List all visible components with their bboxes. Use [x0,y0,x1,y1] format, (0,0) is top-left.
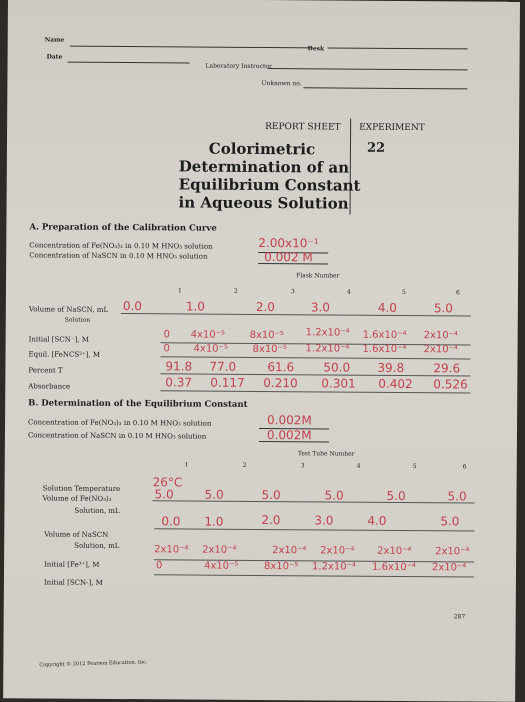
init-scn-3: 8x10⁻⁵ [264,561,299,573]
calib-volume-6: 5.0 [433,301,453,316]
desk-line [328,47,468,49]
desk-label: Desk [307,45,325,53]
title-line-4: in Aqueous Solution [178,193,349,213]
calib-absorbance-3: 0.210 [263,376,298,391]
section-a-heading: A. Preparation of the Calibration Curve [29,222,217,234]
calib-absorbance-6: 0.526 [433,377,468,392]
init-fe-label: Initial [Fe³⁺], M [44,560,100,569]
init-fe-3: 2x10⁻⁴ [272,545,307,557]
calib-absorbance-2: 0.117 [210,375,245,390]
section-b-scn-conc-label: Concentration of NaSCN in 0.10 M HNO₃ solution [27,431,207,441]
vol-fe-sub: Solution, mL [74,506,120,516]
vol-scn-4: 3.0 [314,513,334,528]
experiment-number: 22 [366,140,386,156]
flask-number-label: Flask Number [296,272,340,280]
calib-absorbance-1: 0.37 [165,375,193,390]
vol-scn-1: 0.0 [161,514,181,529]
section-b-fe-conc-value: 0.002M [267,413,312,428]
copyright-notice: Copyright © 2012 Pearson Education, Inc. [39,659,148,669]
report-sheet-label: REPORT SHEET [265,122,341,133]
calib-absorbance-5: 0.402 [378,376,413,392]
instructor-label: Laboratory Instructor [205,62,272,71]
tube-number-3: 3 [300,462,305,470]
calib-percent-t-6: 29.6 [433,361,461,376]
calib-row-percent-t-label: Percent T [28,366,63,375]
flask-number-6: 6 [455,289,460,297]
name-line [70,46,312,49]
vol-scn-2: 1.0 [204,514,224,529]
calib-initial-scn-4: 1.2x10⁻⁴ [305,327,350,339]
page-number: 287 [453,613,466,621]
init-scn-1: 0 [156,560,163,572]
vol-fe-line [152,500,474,503]
section-a-fe-conc-label: Concentration of Fe(NO₃)₃ in 0.10 M HNO₃ solution [29,241,213,251]
title-line-1: Colorimetric [208,139,316,159]
vol-fe-1: 5.0 [154,487,174,502]
vol-scn-5: 4.0 [367,513,387,528]
calib-absorbance-4: 0.301 [321,376,356,391]
init-scn-label: Initial [SCN-], M [43,578,103,587]
calib-percent-t-4: 50.0 [323,360,351,375]
calib-volume-2: 1.0 [185,299,206,314]
calib-equil-1: 0 [163,343,170,355]
experiment-divider [350,119,352,215]
flask-number-4: 4 [346,288,351,296]
vol-fe-2: 5.0 [204,487,224,502]
flask-number-3: 3 [290,288,295,296]
tube-number-5: 5 [412,463,417,471]
tube-number-1: 1 [184,461,189,469]
section-b-scn-conc-value: 0.002M [266,428,312,443]
calib-percent-t-1: 91.8 [165,359,193,374]
instructor-line [268,68,468,70]
calib-volume-line [121,313,471,316]
init-fe-2: 2x10⁻⁴ [202,544,237,556]
calib-equil-3: 8x10⁻⁵ [252,343,287,356]
name-label: Name [44,36,65,44]
init-scn-2: 4x10⁻⁵ [204,560,239,572]
calib-row-initial-scn-label: Initial [SCN⁻], M [28,335,89,344]
calib-row-equil-label: Equil. [FeNCS²⁺], M [28,350,101,359]
vol-scn-3: 2.0 [261,512,281,528]
vol-fe-4: 5.0 [324,488,344,503]
calib-volume-5: 4.0 [377,300,397,315]
tube-number-6: 6 [462,463,467,471]
init-scn-6: 2x10⁻⁴ [432,562,467,574]
section-b-heading: B. Determination of the Equilibrium Constant [28,398,248,410]
calib-row-volume-sub: Solution [64,316,91,324]
section-b-scn-conc-line [259,441,329,442]
init-fe-4: 2x10⁻⁴ [320,545,355,557]
calib-equil-line [161,356,471,359]
calib-initial-scn-3: 8x10⁻⁵ [249,329,284,342]
section-b-fe-conc-label: Concentration of Fe(NO₃)₃ in 0.10 M HNO₃ solution [28,418,212,428]
date-label: Date [46,53,63,61]
experiment-label: EXPERIMENT [359,122,425,134]
init-scn-4: 1.2x10⁻⁴ [312,561,356,573]
vol-fe-5: 5.0 [386,488,406,504]
init-scn-line [154,574,474,577]
init-fe-5: 2x10⁻⁴ [377,545,412,558]
calib-initial-scn-6: 2x10⁻⁴ [423,330,458,342]
tube-number-4: 4 [356,462,361,470]
calib-volume-1: 0.0 [122,299,143,314]
solution-temp-value: 26°C [152,475,183,490]
vol-fe-6: 5.0 [447,489,467,504]
calib-absorbance-line [160,390,470,393]
calib-equil-2: 4x10⁻⁵ [193,343,228,355]
vol-fe-3: 5.0 [261,487,281,503]
calib-equil-4: 1.2x10⁻⁴ [305,343,350,355]
worksheet-page [3,0,520,702]
calib-percent-t-line [160,373,470,376]
init-fe-6: 2x10⁻⁴ [435,546,470,558]
section-a-fe-conc-value: 2.00x10⁻¹ [258,235,319,251]
calib-initial-scn-2: 4x10⁻⁵ [190,329,225,341]
vol-scn-sub: Solution, mL [74,541,120,551]
unknown-label: Unknown no. [261,79,302,88]
calib-percent-t-3: 61.6 [267,360,295,375]
calib-equil-6: 2x10⁻⁴ [423,344,458,356]
calib-initial-scn-5: 1.6x10⁻⁴ [362,329,407,342]
calib-initial-scn-1: 0 [163,329,171,341]
date-line [68,62,190,64]
calib-volume-4: 3.0 [310,300,330,315]
calib-row-absorbance-label: Absorbance [28,382,71,391]
title-line-2: Determination of an [178,157,350,177]
calib-percent-t-2: 77.0 [209,359,237,374]
vol-scn-line [154,528,474,531]
section-a-scn-conc-label: Concentration of NaSCN in 0.10 M HNO₃ solution [29,251,208,261]
tube-number-2: 2 [242,461,247,469]
vol-scn-6: 5.0 [440,514,460,529]
title-line-3: Equilibrium Constant [178,175,361,195]
flask-number-5: 5 [401,288,406,296]
solution-temp-label: Solution Temperature [42,484,121,494]
init-fe-1: 2x10⁻⁴ [154,544,189,556]
test-tube-label: Test Tube Number [297,450,355,458]
init-scn-5: 1.6x10⁻⁴ [372,561,416,574]
calib-percent-t-5: 39.8 [377,360,405,375]
flask-number-1: 1 [177,287,182,295]
vol-fe-label: Volume of Fe(NO₃)₃ [42,494,112,503]
unknown-line [303,87,467,89]
calib-row-volume-label: Volume of NaSCN, mL [28,305,109,314]
vol-scn-label: Volume of NaSCN [44,530,109,539]
section-a-scn-conc-value: 0.002 M [264,250,313,265]
calib-volume-3: 2.0 [255,299,275,315]
flask-number-2: 2 [233,287,238,295]
section-a-scn-conc-line [258,263,328,264]
calib-equil-5: 1.6x10⁻⁴ [362,343,407,356]
